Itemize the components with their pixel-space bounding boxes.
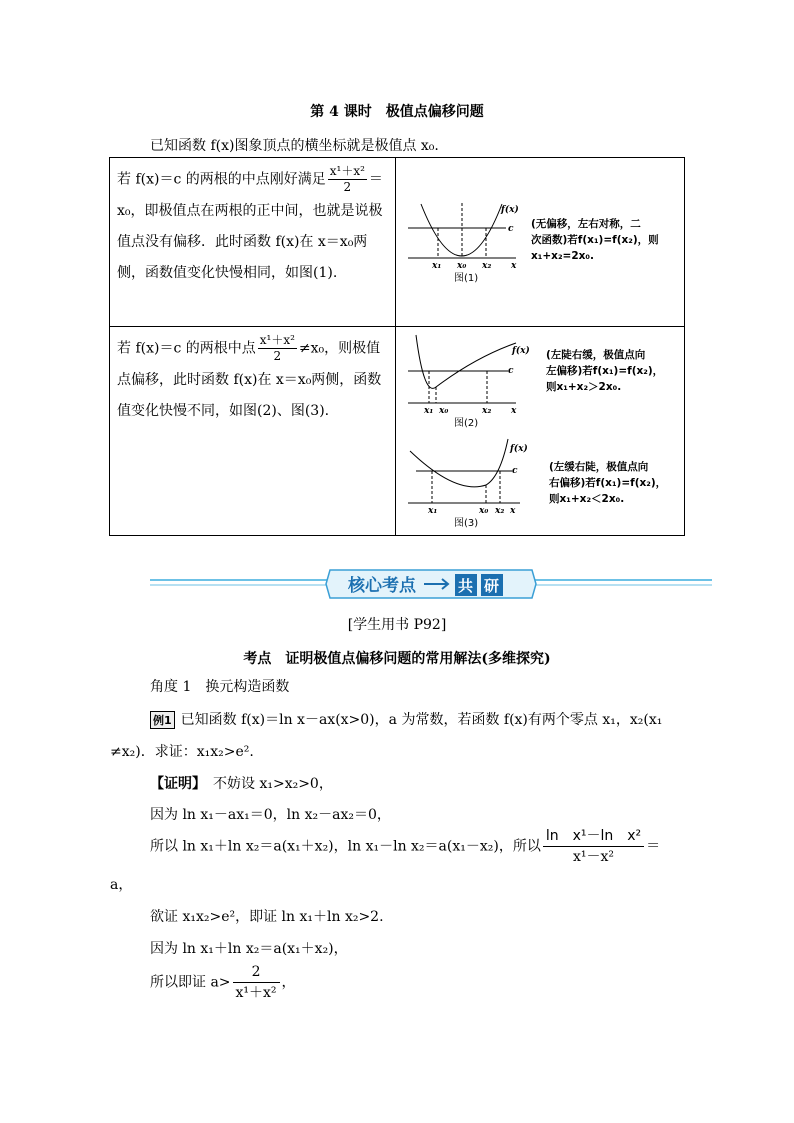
- proof-fraction-7: [233, 962, 280, 1003]
- row1-text-b: ＝x₀，即极值点在两根的正中间，也就是说极值点没有偏移．此时函数 f(x)在 x＝x₀两侧，函数值变化快慢相同，如图(1).: [117, 171, 383, 281]
- note-line: (无偏移，左右对称，二: [531, 218, 641, 230]
- note-line: 右偏移)若f(x₁)=f(x₂)，: [549, 477, 667, 489]
- section-banner: [150, 566, 712, 602]
- figure-2-caption: 图(2): [454, 418, 479, 429]
- x1-label: x₁: [432, 261, 442, 271]
- fig3-x0-label: x₀: [479, 506, 489, 516]
- note-line: 次函数)若f(x₁)=f(x₂)，则: [531, 234, 659, 246]
- fraction-numerator: 2: [233, 962, 280, 983]
- example-line-1: [150, 709, 662, 729]
- angle-heading: 角度 1 换元构造函数: [150, 679, 290, 695]
- fig2-curve: [416, 335, 516, 388]
- c-label: c: [508, 224, 514, 234]
- fraction-numerator: ln x¹－ln x²: [543, 826, 644, 847]
- note-line: 则x₁+x₂＜2x₀.: [549, 493, 625, 505]
- figure-3-caption: 图(3): [454, 518, 479, 529]
- key-point-heading: 考点 证明极值点偏移问题的常用解法(多维探究): [243, 651, 551, 667]
- banner-box-1-text: 共: [458, 577, 474, 595]
- fig3-c-label: c: [512, 466, 518, 476]
- fig3-curve: [410, 439, 508, 487]
- proof-line-3: [150, 826, 660, 867]
- row2-text-a: 若 f(x)＝c 的两根中点: [117, 340, 256, 357]
- banner-box-2-text: 研: [484, 577, 500, 595]
- row1-text: [110, 158, 396, 327]
- fraction-numerator: x¹＋x²: [259, 333, 295, 347]
- fraction-denominator: x¹－x²: [573, 849, 615, 865]
- x0-label: x₀: [457, 261, 467, 271]
- fig2-fx-label: f(x): [512, 346, 530, 356]
- note-line: 左偏移)若f(x₁)=f(x₂)，: [546, 365, 664, 377]
- fig3-fx-label: f(x): [510, 444, 528, 454]
- page-title: 第 4 课时 极值点偏移问题: [310, 104, 484, 120]
- fig2-x1-label: x₁: [424, 406, 434, 416]
- fraction-denominator: x¹＋x²: [235, 985, 277, 1001]
- banner-title: 核心考点: [348, 576, 416, 596]
- proof-line-4: a，: [110, 877, 133, 893]
- row1-figure-cell: [396, 158, 685, 327]
- example-line-2: ≠x₂)．求证：x₁x₂>e².: [110, 744, 254, 760]
- note-line: (左缓右陡，极值点向: [549, 461, 649, 473]
- proof-text-3-end: ＝: [646, 838, 661, 855]
- fraction-denominator: 2: [273, 349, 282, 363]
- proof-text-7-end: ，: [281, 974, 296, 991]
- proof-line-5: 欲证 x₁x₂>e²，即证 ln x₁＋ln x₂>2.: [150, 909, 384, 925]
- table-row: [110, 158, 685, 327]
- row2-fraction: [258, 333, 297, 364]
- row1-fraction: [328, 164, 367, 195]
- proof-text-3: 所以 ln x₁＋ln x₂＝a(x₁＋x₂)，ln x₁－ln x₂＝a(x₁－x₂)，所以: [150, 838, 541, 855]
- note-line: (左陡右缓，极值点向: [546, 349, 646, 361]
- proof-line-2: 因为 ln x₁－ax₁＝0，ln x₂－ax₂＝0，: [150, 807, 391, 823]
- fig3-x1-label: x₁: [428, 506, 438, 516]
- figure-2-note: [546, 347, 663, 395]
- fig2-x-label: x: [511, 406, 517, 416]
- row2-figure-cell: [396, 327, 685, 536]
- proof-line-1: [150, 773, 333, 793]
- x-label: x: [511, 261, 517, 271]
- proof-line-6: 因为 ln x₁＋ln x₂＝a(x₁＋x₂)，: [150, 941, 348, 957]
- proof-label: 【证明】: [150, 776, 199, 792]
- table-row: [110, 327, 685, 536]
- row1-text-a: 若 f(x)＝c 的两根的中点刚好满足: [117, 171, 326, 188]
- fraction-denominator: 2: [343, 180, 352, 194]
- fx-label: f(x): [501, 205, 519, 215]
- proof-fraction-3: [543, 826, 644, 867]
- row2-text: [110, 327, 396, 536]
- proof-text-1: 不妨设 x₁>x₂>0，: [213, 776, 333, 792]
- x2-label: x₂: [482, 261, 492, 271]
- row2-text-b: ≠x₀，则极值点偏移，此时函数 f(x)在 x＝x₀两侧，函数值变化快慢不同，如图(2)、图(3).: [117, 340, 382, 419]
- book-reference: [学生用书 P92]: [347, 617, 447, 633]
- fig2-c-label: c: [508, 366, 514, 376]
- figure-1-note: [531, 216, 659, 264]
- fig3-x-label: x: [510, 506, 516, 516]
- fig2-x0-label: x₀: [439, 406, 449, 416]
- proof-line-7: [150, 962, 296, 1003]
- fig2-x2-label: x₂: [482, 406, 492, 416]
- fig3-x2-label: x₂: [495, 506, 505, 516]
- example-text-1: 已知函数 f(x)＝ln x－ax(x>0)，a 为常数，若函数 f(x)有两个零点 x₁，x₂(x₁: [180, 712, 663, 728]
- fraction-numerator: x¹＋x²: [329, 164, 365, 178]
- proof-text-7: 所以即证 a>: [150, 974, 231, 991]
- note-line: 则x₁+x₂＞2x₀.: [546, 381, 622, 393]
- comparison-table: [109, 157, 685, 536]
- note-line: x₁+x₂=2x₀.: [531, 250, 595, 262]
- example-badge: 例1: [150, 711, 175, 729]
- figure-3-note: [549, 459, 666, 507]
- intro-text: 已知函数 f(x)图象顶点的横坐标就是极值点 x₀.: [150, 138, 439, 154]
- figure-1-caption: 图(1): [454, 273, 479, 284]
